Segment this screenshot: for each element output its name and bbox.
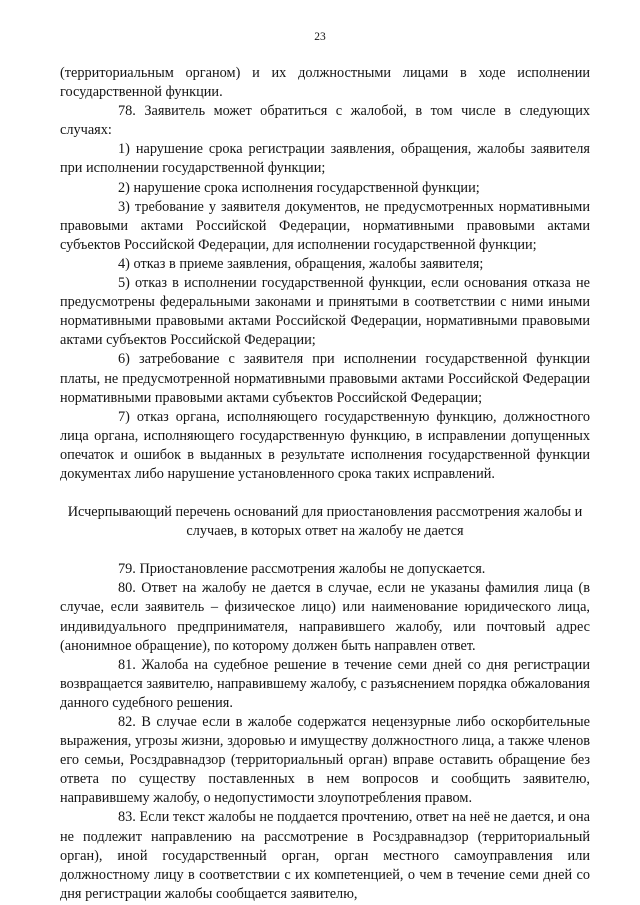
paragraph-83: 83. Если текст жалобы не поддается прочтению, ответ на неё не дается, и она не подлежит направлению на рассмотрение в Росздравнадзор (территориальный орган), иной государственный орган, орган местного самоуправления или должностному лицу в соответствии с их компетенцией, о чем в течение семи дней со дня регистрации жалобы сообщается заявителю, xyxy=(60,809,590,902)
list-item-3: 3) требование у заявителя документов, не предусмотренных нормативными правовыми актами Российской Федерации, нормативными правовыми актами субъектов Российской Федерации, для исполнении государственной функции; xyxy=(60,198,590,253)
list-item-2: 2) нарушение срока исполнения государственной функции; xyxy=(118,179,480,196)
list-item-7: 7) отказ органа, исполняющего государственную функцию, должностного лица органа, исполняющего государственную функцию, в исправлении допущенных опечаток и ошибок в выданных в результате исполнения государственной функции документах либо нарушение установленного срока таких исправлений. xyxy=(60,408,590,482)
paragraph-continuation: (территориальным органом) и их должностными лицами в ходе исполнении государственной функции. xyxy=(60,65,590,101)
list-item-4: 4) отказ в приеме заявления, обращения, жалобы заявителя; xyxy=(118,255,484,272)
paragraph-81: 81. Жалоба на судебное решение в течение семи дней со дня регистрации возвращается заявителю, направившему жалобу, с разъяснением порядка обжалования данного судебного решения. xyxy=(60,656,590,711)
list-item-5: 5) отказ в исполнении государственной функции, если основания отказа не предусмотрены федеральными законами и принятыми в соответствии с ними иными нормативными правовыми актами Российской Федерации, нормативными правовыми актами субъектов Российской Федерации; xyxy=(60,275,590,349)
section-heading: Исчерпывающий перечень оснований для приостановления рассмотрения жалобы и случаев, в которых ответ на жалобу не дается xyxy=(67,504,583,540)
list-item-1: 1) нарушение срока регистрации заявления, обращения, жалобы заявителя при исполнении государственной функции; xyxy=(60,141,590,177)
paragraph-82: 82. В случае если в жалобе содержатся нецензурные либо оскорбительные выражения, угрозы жизни, здоровью и имуществу должностного лица, а также членов его семьи, Росздравнадзор (территориальный орган) вправе оставить обращение без ответа по существу поставленных в нем вопросов и сообщить заявителю, направившему жалобу, о недопустимости злоупотребления правом. xyxy=(60,714,590,807)
page-number: 23 xyxy=(314,31,326,43)
paragraph-79: 79. Приостановление рассмотрения жалобы не допускается. xyxy=(118,561,486,578)
paragraph-78: 78. Заявитель может обратиться с жалобой, в том числе в следующих случаях: xyxy=(60,103,590,139)
paragraph-80: 80. Ответ на жалобу не дается в случае, если не указаны фамилия лица (в случае, если заявитель – физическое лицо) или наименование юридического лица, индивидуального предпринимателя, направившего жалобу, или почтовый адрес (анонимное обращение), по которому должен быть направлен ответ. xyxy=(60,580,590,654)
document-body xyxy=(60,64,590,904)
list-item-6: 6) затребование с заявителя при исполнении государственной функции платы, не предусмотренной нормативными правовыми актами Российской Федерации нормативными правовыми актами субъектов Российской Федерации; xyxy=(60,351,590,406)
